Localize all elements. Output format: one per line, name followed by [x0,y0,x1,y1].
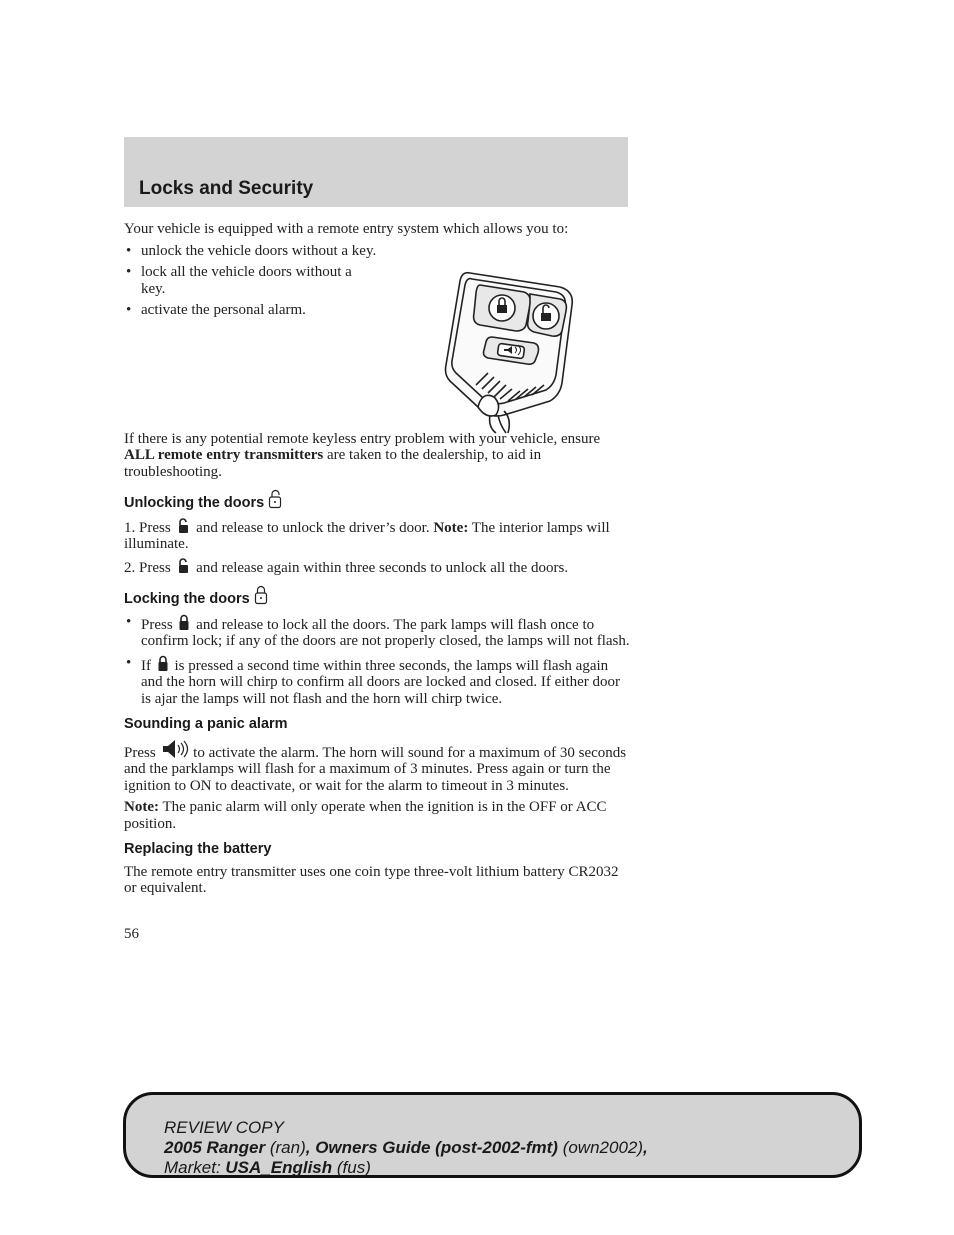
lock-padlock-icon [254,585,268,605]
unlock-padlock-icon [268,489,282,509]
list-item: • Press and release to lock all the doors. The park lamps will flash once to confirm lock; if any of the doors are not properly closed, the lamps will not flash. [126,613,630,649]
battery-paragraph: The remote entry transmitter uses one coin type three-volt lithium battery CR2032 or equivalent. [124,863,619,896]
remote-keyfob-illustration [442,265,582,435]
heading-unlocking: Unlocking the doors [124,489,630,512]
feature-section [124,243,630,431]
unlock-button-icon [174,518,192,534]
panic-paragraph: Press to activate the alarm. The horn will sound for a maximum of 30 seconds and the parklamps will flash for a maximum of 3 minutes. Press again or turn the ignition to ON to deactivate, or wait for the alarm to timeout in 3 minutes. [124,739,630,795]
footer-model-line: 2005 Ranger (ran), Owners Guide (post-2002-fmt) (own2002), [164,1138,648,1157]
footer-text [164,1118,648,1178]
page-number: 56 [124,926,139,942]
lock-button-icon [155,655,171,672]
unlock-step-1: 1. Press and release to unlock the driver’s door. Note: The interior lamps will illuminate. [124,519,610,552]
section-header-band [124,137,628,207]
list-item: • unlock the vehicle doors without a key. [126,242,377,259]
page-content [124,221,630,902]
list-item: • lock all the vehicle doors without a key. [126,264,352,297]
panic-horn-icon [159,739,189,759]
list-item: • activate the personal alarm. [126,302,306,318]
footer-review-copy: REVIEW COPY [164,1118,284,1137]
troubleshooting-paragraph: If there is any potential remote keyless entry problem with your vehicle, ensure ALL remote entry transmitters are taken to the dealership, to aid in troubleshooting. [124,430,601,480]
intro-paragraph: Your vehicle is equipped with a remote entry system which allows you to: [124,221,569,237]
lock-button-icon [176,614,192,631]
feature-list [124,243,379,319]
locking-list [124,614,630,708]
unlock-step-2: 2. Press and release again within three seconds to unlock all the doors. [124,559,569,576]
section-title: Locks and Security [139,178,314,199]
heading-locking: Locking the doors [124,585,630,608]
list-item: • If is pressed a second time within three seconds, the lamps will flash again and the horn will chirp to confirm all doors are locked and closed. If either door is ajar the lamps will not flash and the horn will chirp twice. [126,654,621,707]
review-footer [123,1092,862,1178]
panic-note: Note: The panic alarm will only operate when the ignition is in the OFF or ACC position. [124,799,607,832]
footer-market-line: Market: USA_English (fus) [164,1158,371,1177]
heading-panic: Sounding a panic alarm [124,716,288,732]
unlock-button-icon [174,558,192,574]
heading-battery: Replacing the battery [124,841,272,857]
